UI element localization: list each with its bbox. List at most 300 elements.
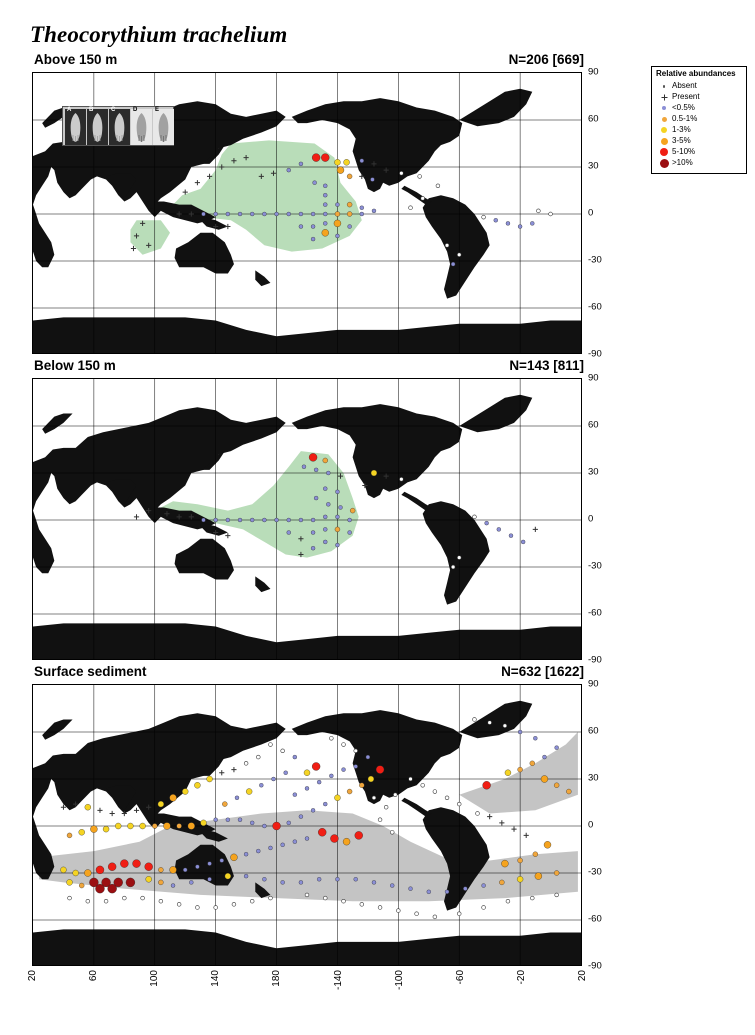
data-point-abundance: [360, 212, 364, 216]
data-point-absent: [549, 212, 553, 216]
legend-symbol-dot-icon: [656, 106, 672, 110]
latitude-tick-label: -30: [588, 560, 602, 572]
data-point-abundance: [318, 828, 326, 836]
data-point-abundance: [485, 521, 489, 525]
data-point-abundance: [145, 863, 153, 871]
latitude-tick-label: -90: [588, 348, 602, 360]
data-point-abundance: [67, 833, 72, 838]
data-point-abundance: [326, 471, 330, 475]
data-point-absent: [141, 896, 145, 900]
data-point-abundance: [194, 782, 200, 788]
data-point-abundance: [451, 262, 455, 266]
data-point-abundance: [299, 225, 303, 229]
data-point-abundance: [530, 761, 535, 766]
latitude-tick-label: 0: [588, 819, 594, 831]
data-point-abundance: [323, 212, 327, 216]
data-point-abundance: [226, 518, 230, 522]
data-point-abundance: [368, 776, 374, 782]
data-point-absent: [390, 830, 394, 834]
data-point-abundance: [293, 755, 297, 759]
data-point-abundance: [275, 212, 279, 216]
data-point-abundance: [343, 838, 350, 845]
latitude-tick-label: -30: [588, 866, 602, 878]
data-point-absent: [476, 812, 480, 816]
latitude-axis: [588, 372, 618, 666]
data-point-abundance: [244, 874, 248, 878]
specimen-image: [131, 109, 152, 143]
data-point-abundance: [445, 890, 449, 894]
data-point-abundance: [108, 884, 117, 893]
data-point-abundance: [79, 829, 85, 835]
map-area: [32, 372, 602, 666]
data-point-abundance: [542, 755, 546, 759]
data-point-abundance: [262, 877, 266, 881]
data-point-abundance: [305, 786, 309, 790]
legend-symbol-plus-icon: [656, 94, 672, 101]
data-point-abundance: [152, 824, 157, 829]
data-point-abundance: [335, 490, 339, 494]
panel-header: [32, 52, 584, 72]
data-point-abundance: [323, 184, 327, 188]
data-point-absent: [457, 912, 461, 916]
data-point-abundance: [170, 866, 177, 873]
data-point-abundance: [171, 884, 175, 888]
data-point-absent: [342, 743, 346, 747]
data-point-abundance: [337, 167, 344, 174]
data-point-abundance: [299, 162, 303, 166]
data-point-abundance: [108, 863, 116, 871]
data-point-abundance: [299, 518, 303, 522]
data-point-abundance: [518, 858, 523, 863]
data-point-abundance: [335, 515, 339, 519]
specimen-image: [87, 109, 108, 143]
data-point-abundance: [322, 229, 329, 236]
latitude-tick-label: 60: [588, 419, 599, 431]
latitude-tick-label: 90: [588, 678, 599, 690]
data-point-abundance: [482, 884, 486, 888]
latitude-tick-label: -60: [588, 913, 602, 925]
data-point-abundance: [359, 783, 364, 788]
data-point-abundance: [226, 212, 230, 216]
data-point-absent: [399, 477, 403, 481]
specimen-image: [65, 109, 86, 143]
data-point-abundance: [201, 518, 205, 522]
data-point-abundance: [226, 818, 230, 822]
panel-header: [32, 358, 584, 378]
data-point-abundance: [535, 873, 542, 880]
data-point-absent: [329, 736, 333, 740]
data-point-absent: [409, 206, 413, 210]
data-point-absent: [482, 906, 486, 910]
map-area: [32, 66, 602, 360]
data-point-abundance: [311, 212, 315, 216]
legend-symbol-dot-small-icon: [656, 85, 672, 88]
data-point-absent: [232, 902, 236, 906]
data-point-abundance: [120, 860, 128, 868]
data-point-abundance: [323, 540, 327, 544]
map-canvas: [32, 684, 582, 966]
data-point-abundance: [299, 880, 303, 884]
data-point-abundance: [427, 890, 431, 894]
data-point-absent: [256, 755, 260, 759]
specimen-label: D: [133, 107, 138, 113]
data-point-abundance: [497, 527, 501, 531]
data-point-abundance: [533, 852, 538, 857]
latitude-tick-label: 30: [588, 466, 599, 478]
data-point-abundance: [544, 841, 551, 848]
data-point-abundance: [342, 768, 346, 772]
data-point-abundance: [348, 531, 352, 535]
data-point-abundance: [354, 877, 358, 881]
data-point-abundance: [79, 883, 84, 888]
map-panel: [32, 358, 602, 666]
data-point-abundance: [323, 515, 327, 519]
latitude-tick-label: 0: [588, 207, 594, 219]
latitude-tick-label: 0: [588, 513, 594, 525]
data-point-abundance: [287, 168, 291, 172]
data-point-absent: [503, 724, 507, 728]
data-point-abundance: [207, 776, 213, 782]
legend-entry: [656, 114, 742, 125]
data-point-abundance: [287, 821, 291, 825]
legend-label: <0.5%: [672, 103, 695, 113]
data-point-abundance: [376, 766, 384, 774]
data-point-abundance: [200, 820, 206, 826]
data-point-absent: [488, 721, 492, 725]
data-point-abundance: [146, 876, 152, 882]
legend-label: 0.5-1%: [672, 114, 698, 124]
data-point-absent: [433, 790, 437, 794]
data-point-absent: [281, 749, 285, 753]
data-point-abundance: [348, 518, 352, 522]
data-point-abundance: [238, 212, 242, 216]
data-point-abundance: [323, 527, 327, 531]
data-point-abundance: [509, 534, 513, 538]
latitude-tick-label: 60: [588, 113, 599, 125]
data-point-abundance: [313, 181, 317, 185]
data-point-abundance: [177, 824, 182, 829]
data-point-abundance: [350, 508, 355, 513]
data-point-abundance: [347, 202, 352, 207]
specimen-image: [153, 109, 174, 143]
data-point-abundance: [323, 203, 327, 207]
latitude-tick-label: 30: [588, 772, 599, 784]
data-point-absent: [555, 893, 559, 897]
data-point-abundance: [250, 212, 254, 216]
data-point-abundance: [287, 531, 291, 535]
latitude-tick-label: 60: [588, 725, 599, 737]
longitude-tick-label: -100: [393, 970, 405, 991]
legend-symbol-dot-icon: [656, 159, 672, 168]
data-point-abundance: [566, 789, 571, 794]
data-point-absent: [433, 915, 437, 919]
legend-symbol-dot-icon: [656, 127, 672, 133]
longitude-tick-label: 20: [27, 970, 38, 982]
data-point-abundance: [158, 880, 163, 885]
data-point-abundance: [188, 823, 195, 830]
legend-box: [651, 66, 747, 174]
legend-label: Absent: [672, 81, 697, 91]
data-point-abundance: [133, 860, 141, 868]
longitude-tick-label: -140: [332, 970, 344, 991]
data-point-abundance: [127, 823, 133, 829]
latitude-tick-label: -60: [588, 607, 602, 619]
data-point-abundance: [293, 793, 297, 797]
legend-entry: [656, 136, 742, 147]
data-point-abundance: [235, 796, 239, 800]
legend-entry: [656, 125, 742, 136]
data-point-abundance: [323, 193, 327, 197]
map-panel: [27, 664, 602, 991]
data-point-absent: [244, 761, 248, 765]
longitude-tick-label: 140: [210, 970, 222, 987]
data-point-abundance: [555, 746, 559, 750]
data-point-absent: [393, 793, 397, 797]
data-point-absent: [122, 896, 126, 900]
data-point-absent: [418, 175, 422, 179]
data-point-absent: [436, 184, 440, 188]
data-point-abundance: [521, 540, 525, 544]
data-point-abundance: [554, 871, 559, 876]
data-point-abundance: [201, 212, 205, 216]
latitude-tick-label: 90: [588, 372, 599, 384]
data-point-abundance: [126, 878, 135, 887]
data-point-abundance: [334, 220, 341, 227]
data-point-abundance: [323, 458, 328, 463]
data-point-absent: [421, 196, 425, 200]
longitude-tick-label: 20: [577, 970, 588, 982]
panel-sample-count: N=143 [811]: [509, 358, 584, 373]
legend-label: 1-3%: [672, 125, 691, 135]
data-point-absent: [415, 912, 419, 916]
latitude-axis: [588, 678, 618, 972]
data-point-abundance: [238, 818, 242, 822]
data-point-abundance: [366, 755, 370, 759]
data-point-abundance: [140, 823, 146, 829]
data-point-abundance: [182, 789, 188, 795]
data-point-abundance: [323, 221, 327, 225]
data-point-absent: [342, 899, 346, 903]
data-point-abundance: [268, 846, 272, 850]
data-point-abundance: [158, 801, 164, 807]
data-point-absent: [473, 515, 477, 519]
data-point-abundance: [189, 880, 193, 884]
data-point-abundance: [494, 218, 498, 222]
data-point-abundance: [355, 831, 363, 839]
data-point-absent: [445, 796, 449, 800]
data-point-abundance: [335, 543, 339, 547]
legend-symbol-dot-icon: [656, 148, 672, 156]
data-point-absent: [530, 896, 534, 900]
data-point-abundance: [244, 852, 248, 856]
data-point-absent: [399, 171, 403, 175]
longitude-tick-label: 180: [271, 970, 283, 987]
data-point-abundance: [312, 762, 320, 770]
data-point-abundance: [287, 518, 291, 522]
legend-title: Relative abundances: [656, 69, 736, 78]
data-point-abundance: [208, 862, 212, 866]
map-panel: [32, 52, 602, 360]
panel-header: [32, 664, 584, 684]
data-point-absent: [384, 805, 388, 809]
data-point-abundance: [338, 505, 342, 509]
data-point-abundance: [390, 884, 394, 888]
data-point-absent: [354, 749, 358, 753]
data-point-absent: [396, 909, 400, 913]
data-point-abundance: [335, 212, 340, 217]
data-point-abundance: [183, 868, 187, 872]
data-point-abundance: [299, 212, 303, 216]
data-point-abundance: [281, 843, 285, 847]
longitude-axis: [27, 968, 588, 1004]
data-point-abundance: [84, 870, 91, 877]
data-point-absent: [323, 896, 327, 900]
data-point-absent: [457, 253, 461, 257]
data-point-absent: [214, 906, 218, 910]
data-point-abundance: [348, 225, 352, 229]
data-point-abundance: [360, 206, 364, 210]
data-point-abundance: [372, 880, 376, 884]
longitude-tick-label: -20: [515, 970, 527, 985]
data-point-abundance: [222, 802, 227, 807]
data-point-abundance: [334, 795, 340, 801]
data-point-abundance: [284, 771, 288, 775]
data-point-abundance: [501, 860, 508, 867]
data-point-abundance: [103, 826, 109, 832]
map-area: [32, 678, 602, 972]
data-point-abundance: [372, 209, 376, 213]
data-point-abundance: [214, 518, 218, 522]
data-point-abundance: [499, 880, 504, 885]
data-point-abundance: [250, 518, 254, 522]
data-point-abundance: [309, 453, 317, 461]
data-point-abundance: [323, 802, 327, 806]
data-point-abundance: [370, 178, 374, 182]
data-point-absent: [445, 243, 449, 247]
specimen-label: A: [67, 107, 72, 113]
panel-title: Surface sediment: [34, 664, 147, 679]
specimen-label: B: [89, 107, 94, 113]
data-point-abundance: [335, 203, 339, 207]
data-point-abundance: [321, 154, 329, 162]
data-point-abundance: [250, 821, 254, 825]
data-point-absent: [360, 902, 364, 906]
data-point-abundance: [317, 780, 321, 784]
data-point-abundance: [305, 837, 309, 841]
map-svg: [33, 685, 581, 966]
data-point-abundance: [225, 873, 231, 879]
data-point-abundance: [360, 159, 364, 163]
specimen-label: E: [155, 107, 160, 113]
data-point-abundance: [347, 789, 352, 794]
data-point-abundance: [90, 826, 97, 833]
data-point-abundance: [259, 783, 263, 787]
data-point-absent: [250, 899, 254, 903]
map-canvas: [32, 378, 582, 660]
data-point-absent: [482, 215, 486, 219]
data-point-abundance: [256, 849, 260, 853]
data-point-abundance: [371, 470, 377, 476]
data-point-abundance: [530, 221, 534, 225]
data-point-abundance: [272, 777, 276, 781]
legend-entry: [656, 92, 742, 103]
data-point-abundance: [287, 212, 291, 216]
data-point-absent: [159, 899, 163, 903]
data-point-absent: [457, 802, 461, 806]
data-point-abundance: [518, 730, 522, 734]
legend-entry: [656, 81, 742, 92]
panel-title: Below 150 m: [34, 358, 116, 373]
legend-rows: [656, 81, 742, 169]
data-point-abundance: [314, 496, 318, 500]
data-point-abundance: [208, 877, 212, 881]
data-point-absent: [451, 565, 455, 569]
data-point-abundance: [262, 824, 266, 828]
data-point-absent: [473, 718, 477, 722]
data-point-abundance: [214, 212, 218, 216]
data-point-abundance: [317, 877, 321, 881]
data-point-absent: [421, 783, 425, 787]
panel-sample-count: N=206 [669]: [508, 52, 584, 67]
data-point-abundance: [273, 822, 281, 830]
latitude-tick-label: 30: [588, 160, 599, 172]
data-point-abundance: [293, 840, 297, 844]
data-point-absent: [378, 818, 382, 822]
data-point-absent: [409, 777, 413, 781]
data-point-abundance: [95, 884, 104, 893]
data-point-absent: [68, 896, 72, 900]
data-point-abundance: [281, 880, 285, 884]
data-point-absent: [372, 796, 376, 800]
data-point-abundance: [518, 225, 522, 229]
data-point-abundance: [311, 808, 315, 812]
data-point-abundance: [463, 887, 467, 891]
specimen-label: C: [111, 107, 116, 113]
legend-label: 5-10%: [672, 147, 696, 157]
data-point-abundance: [262, 212, 266, 216]
specimen-image: [109, 109, 130, 143]
data-point-absent: [86, 899, 90, 903]
data-point-abundance: [238, 518, 242, 522]
latitude-tick-label: -30: [588, 254, 602, 266]
latitude-tick-label: 90: [588, 66, 599, 78]
data-point-abundance: [533, 736, 537, 740]
data-point-abundance: [518, 767, 523, 772]
legend-entry: [656, 103, 742, 114]
data-point-abundance: [347, 212, 352, 217]
data-point-abundance: [541, 776, 548, 783]
data-point-abundance: [311, 531, 315, 535]
data-point-absent: [269, 896, 273, 900]
data-point-abundance: [246, 789, 252, 795]
data-point-abundance: [330, 835, 338, 843]
data-point-abundance: [344, 159, 350, 165]
data-point-abundance: [505, 770, 511, 776]
data-point-abundance: [329, 774, 333, 778]
data-point-abundance: [195, 865, 199, 869]
legend-symbol-dot-icon: [656, 117, 672, 122]
data-point-abundance: [311, 237, 315, 241]
legend-label: Present: [672, 92, 700, 102]
legend-label: >10%: [672, 158, 693, 168]
data-point-abundance: [85, 804, 91, 810]
data-point-abundance: [554, 783, 559, 788]
data-point-absent: [104, 899, 108, 903]
latitude-tick-label: -90: [588, 654, 602, 666]
data-point-absent: [177, 902, 181, 906]
data-point-absent: [196, 906, 200, 910]
data-point-abundance: [335, 234, 339, 238]
